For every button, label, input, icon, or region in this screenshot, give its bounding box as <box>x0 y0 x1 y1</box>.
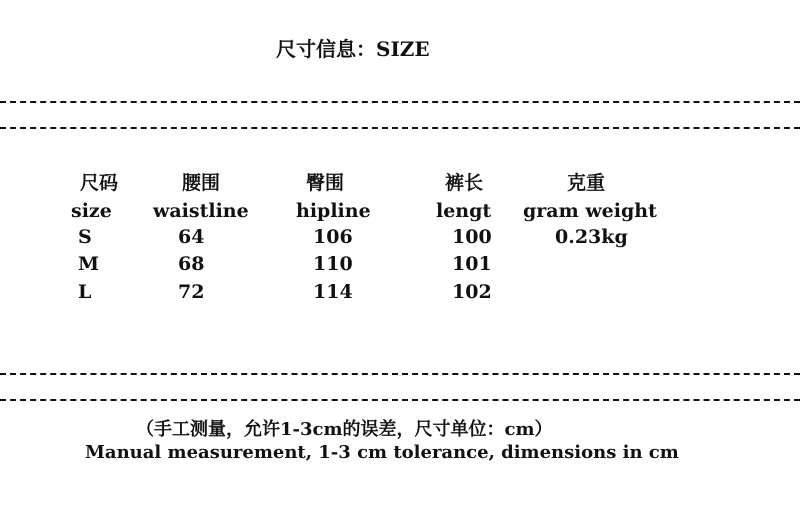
row-s-hipline: 106 <box>313 226 353 248</box>
header-cn-length: 裤长 <box>445 172 484 194</box>
dashed-divider-bottom-1 <box>0 373 800 375</box>
row-l-size: L <box>78 281 92 303</box>
header-en-gram-weight: gram weight <box>523 200 657 222</box>
row-s-waistline: 64 <box>178 226 205 248</box>
row-m-size: M <box>78 253 100 275</box>
header-cn-hipline: 臀围 <box>306 172 345 194</box>
dashed-divider-top-1 <box>0 101 800 103</box>
row-l-hipline: 114 <box>313 281 353 303</box>
note-chinese: （手工测量，允许1-3cm的误差，尺寸单位：cm） <box>136 419 553 440</box>
dashed-divider-top-2 <box>0 127 800 129</box>
header-cn-gram-weight: 克重 <box>567 172 606 194</box>
header-cn-waistline: 腰围 <box>182 172 221 194</box>
page-title: 尺寸信息：SIZE <box>276 37 430 61</box>
header-en-hipline: hipline <box>296 200 371 222</box>
row-s-length: 100 <box>452 226 492 248</box>
row-m-length: 101 <box>452 253 492 275</box>
dashed-divider-bottom-2 <box>0 399 800 401</box>
row-s-size: S <box>78 226 92 248</box>
header-en-waistline: waistline <box>153 200 249 222</box>
header-cn-size: 尺码 <box>80 172 119 194</box>
row-l-length: 102 <box>452 281 492 303</box>
row-m-hipline: 110 <box>313 253 353 275</box>
row-l-waistline: 72 <box>178 281 205 303</box>
row-m-waistline: 68 <box>178 253 205 275</box>
header-en-size: size <box>71 200 112 222</box>
note-english: Manual measurement, 1-3 cm tolerance, dimensions in cm <box>85 442 679 463</box>
row-s-gram-weight: 0.23kg <box>555 226 628 248</box>
header-en-length: lengt <box>436 200 492 222</box>
